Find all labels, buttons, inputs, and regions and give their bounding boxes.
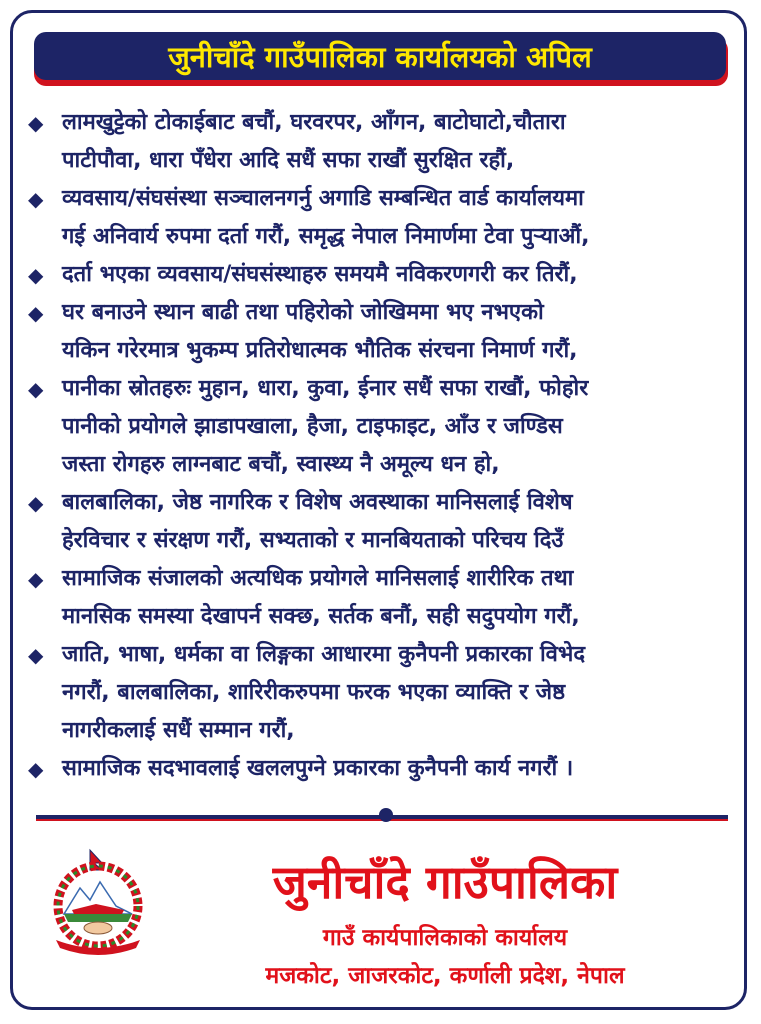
- diamond-bullet-icon: ◆: [28, 377, 44, 401]
- footer-subtitle: गाउँ कार्यपालिकाको कार्यालय: [322, 925, 568, 951]
- appeal-line: नगरौं, बालबालिका, शारिरीकरुपमा फरक भएका व्याक्ति र जेष्ठ: [62, 680, 566, 705]
- nepal-government-emblem-icon: [38, 848, 158, 958]
- appeal-line: व्यवसाय/संघसंस्था सञ्चालनगर्नु अगाडि सम्बन्धित वार्ड कार्यालयमा: [62, 186, 584, 211]
- appeal-line: घर बनाउने स्थान बाढी तथा पहिरोको जोखिममा भए नभएको: [62, 300, 544, 325]
- appeal-line: नागरीकलाई सधैं सम्मान गरौं,: [62, 718, 295, 743]
- banner-navy-bar: [34, 32, 726, 80]
- footer-title: जुनीचाँदे गाउँपालिका: [272, 855, 618, 909]
- appeal-item-text: [62, 484, 573, 560]
- appeal-item: [26, 750, 738, 788]
- appeal-item: [26, 104, 738, 180]
- appeal-item-text: [62, 180, 589, 256]
- banner-title: जुनीचाँदे गाउँपालिका कार्यालयको अपिल: [168, 39, 592, 74]
- appeal-item: [26, 370, 738, 484]
- appeal-line: हेरविचार र संरक्षण गरौं, सभ्यताको र मानबियताको परिचय दिउँ: [62, 528, 564, 553]
- appeal-line: बालबालिका, जेष्ठ नागरिक र विशेष अवस्थाका मानिसलाई विशेष: [62, 490, 573, 515]
- appeal-line: सामाजिक संजालको अत्यधिक प्रयोगले मानिसलाई शारीरिक तथा: [62, 566, 574, 591]
- appeal-list: [26, 104, 738, 788]
- diamond-bullet-icon: ◆: [28, 757, 44, 781]
- appeal-item-text: [62, 370, 588, 484]
- appeal-line: पानीको प्रयोगले झाडापखाला, हैजा, टाइफाइट, आँउ र जण्डिस: [62, 414, 563, 439]
- diamond-bullet-icon: ◆: [28, 643, 44, 667]
- divider-dot: [379, 808, 393, 822]
- appeal-line: दर्ता भएका व्यवसाय/संघसंस्थाहरु समयमै नविकरणगरी कर तिरौं,: [62, 262, 578, 287]
- appeal-line: सामाजिक सदभावलाई खललपुग्ने प्रकारका कुनैपनी कार्य नगरौं ।: [62, 756, 574, 781]
- appeal-line: गई अनिवार्य रुपमा दर्ता गरौं, समृद्ध नेपाल निमार्णमा टेवा पुऱ्याऔं,: [62, 224, 590, 249]
- appeal-line: जाति, भाषा, धर्मका वा लिङ्गका आधारमा कुनैपनी प्रकारका विभेद: [62, 642, 586, 667]
- diamond-bullet-icon: ◆: [28, 491, 44, 515]
- diamond-bullet-icon: ◆: [28, 111, 44, 135]
- diamond-bullet-icon: ◆: [28, 187, 44, 211]
- appeal-item-text: [62, 104, 566, 180]
- footer-address: मजकोट, जाजरकोट, कर्णाली प्रदेश, नेपाल: [265, 963, 625, 989]
- diamond-bullet-icon: ◆: [28, 567, 44, 591]
- appeal-banner: [34, 32, 728, 84]
- appeal-item: [26, 560, 738, 636]
- appeal-item: [26, 180, 738, 256]
- appeal-line: पाटीपौवा, धारा पँधेरा आदि सधैं सफा राखौं सुरक्षित रहौं,: [62, 148, 515, 173]
- appeal-line: मानसिक समस्या देखापर्न सक्छ, सर्तक बनौं, सही सदुपयोग गरौं,: [62, 604, 580, 629]
- diamond-bullet-icon: ◆: [28, 301, 44, 325]
- appeal-item: [26, 636, 738, 750]
- appeal-item: [26, 294, 738, 370]
- appeal-line: जस्ता रोगहरु लाग्नबाट बचौं, स्वास्थ्य नै अमूल्य धन हो,: [62, 452, 500, 477]
- appeal-item-text: [62, 560, 580, 636]
- appeal-item-text: [62, 294, 578, 370]
- appeal-item-text: [62, 636, 585, 750]
- appeal-item: [26, 256, 738, 294]
- appeal-line: लामखुट्टेको टोकाईबाट बचौं, घरवरपर, आँगन, बाटोघाटो,चौतारा: [62, 110, 566, 135]
- appeal-item-text: [62, 750, 573, 788]
- diamond-bullet-icon: ◆: [28, 263, 44, 287]
- appeal-line: पानीका स्रोतहरुः मुहान, धारा, कुवा, ईनार सधैं सफा राखौं, फोहोर: [62, 376, 589, 401]
- appeal-line: यकिन गरेरमात्र भुकम्प प्रतिरोधात्मक भौतिक संरचना निमार्ण गरौं,: [62, 338, 578, 363]
- appeal-item: [26, 484, 738, 560]
- appeal-item-text: [62, 256, 578, 294]
